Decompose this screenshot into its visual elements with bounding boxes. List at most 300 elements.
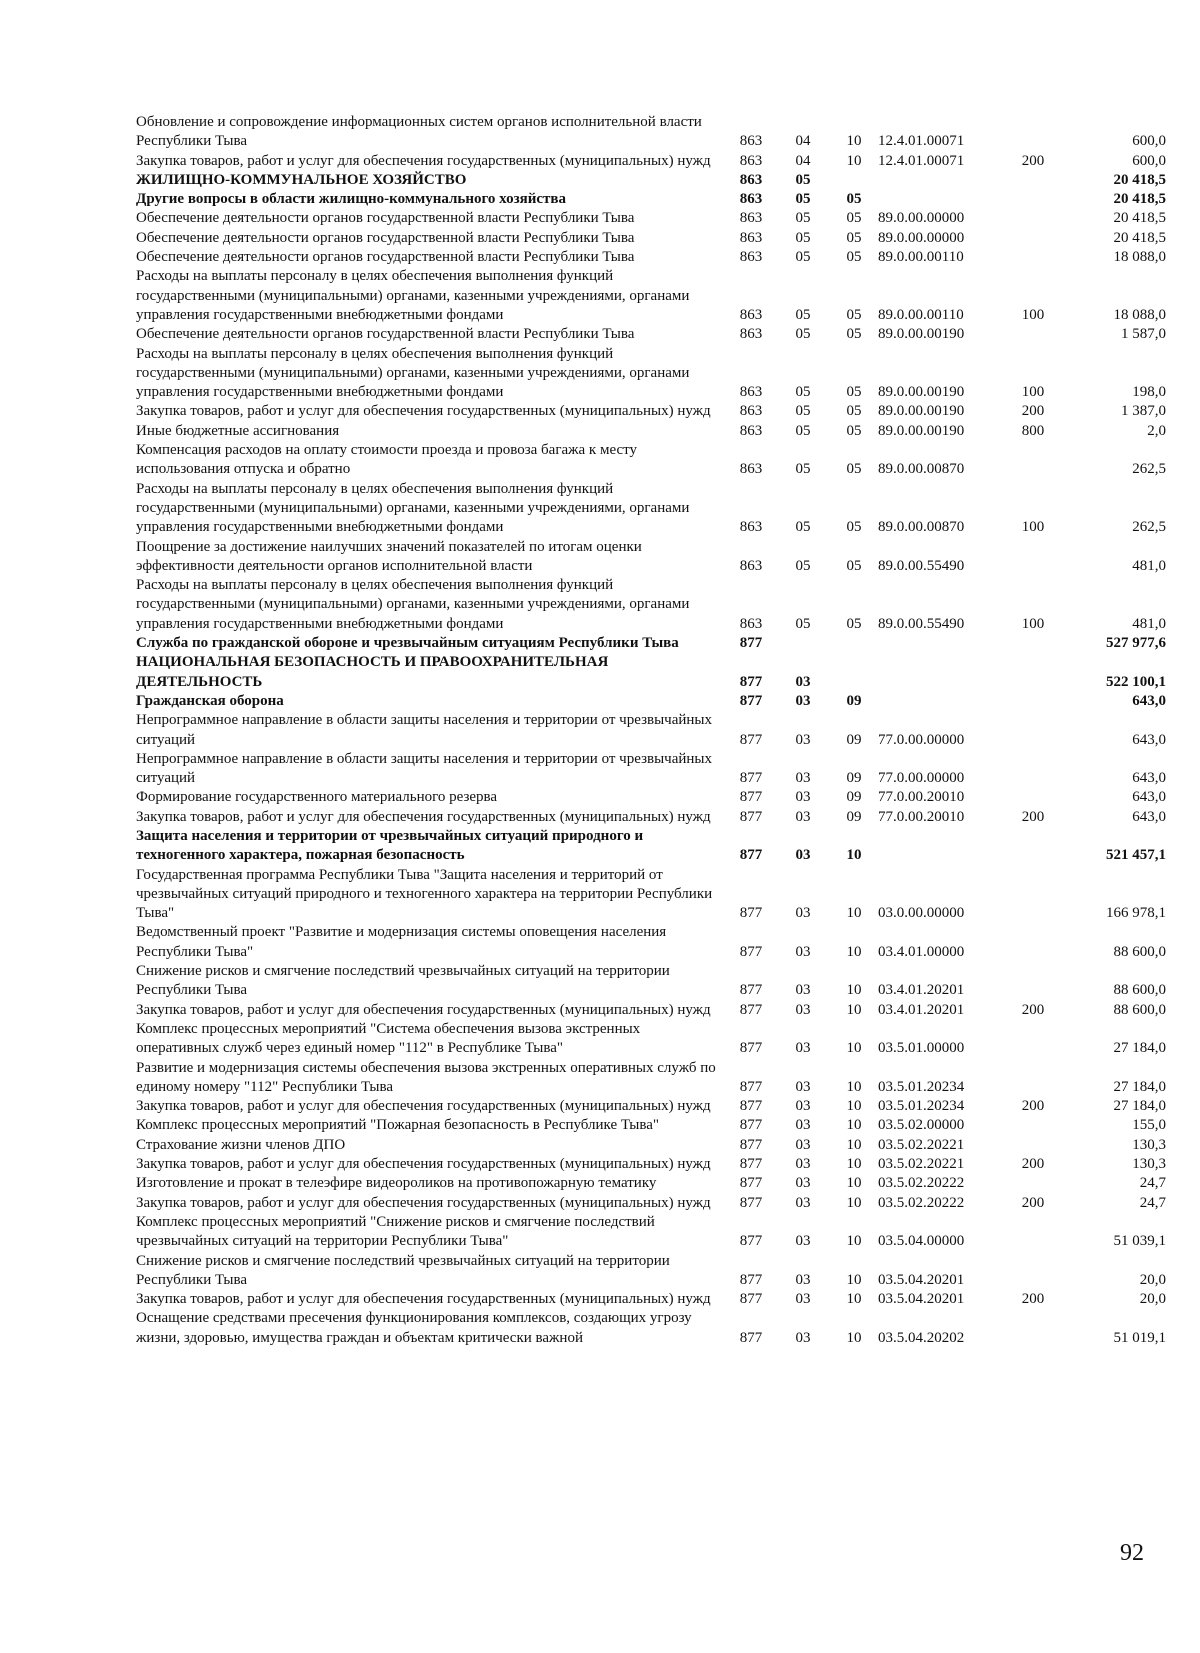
page-number: 92 <box>1120 1540 1144 1566</box>
target-article-code: 89.0.00.00190 <box>878 384 965 401</box>
item-name: Комплекс процессных мероприятий "Пожарная безопасность в Республике Тыва" <box>136 1117 660 1134</box>
subsection-code: 10 <box>846 1175 862 1192</box>
expense-type-code <box>1008 248 1058 267</box>
amount: 521 457,1 <box>1106 847 1166 864</box>
target-article-code <box>878 653 1008 692</box>
table-row <box>136 1174 1166 1193</box>
subsection-code: 05 <box>846 326 862 343</box>
amount: 155,0 <box>1132 1117 1166 1134</box>
expense-type-code: 200 <box>1021 1156 1045 1173</box>
target-article-code: 03.5.02.20221 <box>878 1136 965 1153</box>
subsection-code: 10 <box>846 982 862 999</box>
section-code: 05 <box>795 171 811 188</box>
target-article-code: 12.4.01.00071 <box>878 133 965 150</box>
amount: 20 418,5 <box>1113 210 1166 227</box>
grbs-code: 877 <box>739 673 763 690</box>
target-article-code: 03.5.02.20222 <box>878 1194 965 1211</box>
grbs-code: 863 <box>739 403 763 420</box>
grbs-code: 877 <box>739 943 763 960</box>
subsection-code: 05 <box>846 384 862 401</box>
item-name: Государственная программа Республики Тыва "Защита населения и территорий от чрезвычайных ситуаций природного и техногенного характера на территории Республики Тыва" <box>136 866 713 922</box>
section-code: 05 <box>795 422 811 439</box>
item-name: Компенсация расходов на оплату стоимости проезда и провоза багажа к месту использования отпуска и обратно <box>136 442 637 478</box>
subsection-code: 10 <box>846 1271 862 1288</box>
section-code: 05 <box>795 306 811 323</box>
grbs-code: 863 <box>739 210 763 227</box>
amount: 643,0 <box>1132 789 1166 806</box>
target-article-code: 03.4.01.00000 <box>878 943 965 960</box>
expense-type-code <box>1008 788 1058 807</box>
expense-type-code: 200 <box>1021 1291 1045 1308</box>
section-code: 03 <box>795 1098 811 1115</box>
grbs-code: 877 <box>739 1233 763 1250</box>
grbs-code: 877 <box>739 635 763 652</box>
table-row <box>136 1097 1166 1116</box>
table-row <box>136 113 1166 152</box>
target-article-code <box>878 634 1008 653</box>
table-row <box>136 1213 1166 1252</box>
amount: 262,5 <box>1132 519 1166 536</box>
expense-type-code <box>1008 1020 1058 1059</box>
table-row <box>136 190 1166 209</box>
grbs-code: 863 <box>739 229 763 246</box>
subsection-code: 09 <box>846 692 862 709</box>
subsection-code: 05 <box>846 557 862 574</box>
expense-type-code <box>1008 827 1058 866</box>
item-name: Иные бюджетные ассигнования <box>136 422 340 439</box>
table-row <box>136 229 1166 248</box>
grbs-code: 863 <box>739 152 763 169</box>
subsection-code: 05 <box>846 461 862 478</box>
table-row <box>136 325 1166 344</box>
subsection-code: 10 <box>846 1040 862 1057</box>
section-code: 03 <box>795 905 811 922</box>
target-article-code: 77.0.00.00000 <box>878 731 965 748</box>
target-article-code: 89.0.00.55490 <box>878 615 965 632</box>
item-name: Закупка товаров, работ и услуг для обеспечения государственных (муниципальных) нужд <box>136 1194 711 1211</box>
grbs-code: 877 <box>739 1291 763 1308</box>
section-code: 03 <box>795 1040 811 1057</box>
subsection-code: 09 <box>846 731 862 748</box>
table-row <box>136 866 1166 924</box>
subsection-code: 10 <box>846 1078 862 1095</box>
expense-type-code <box>1008 1116 1058 1135</box>
subsection-code: 10 <box>846 1291 862 1308</box>
subsection-code: 10 <box>846 133 862 150</box>
expense-type-code: 800 <box>1021 422 1045 439</box>
expense-type-code: 200 <box>1021 1098 1045 1115</box>
item-name: Снижение рисков и смягчение последствий чрезвычайных ситуаций на территории Республики Тыва <box>136 963 670 999</box>
amount: 88 600,0 <box>1113 943 1166 960</box>
target-article-code: 89.0.00.00190 <box>878 403 965 420</box>
grbs-code: 877 <box>739 1117 763 1134</box>
subsection-code: 05 <box>846 422 862 439</box>
amount: 262,5 <box>1132 461 1166 478</box>
grbs-code: 863 <box>739 306 763 323</box>
grbs-code: 877 <box>739 789 763 806</box>
section-code: 03 <box>795 1291 811 1308</box>
item-name: Комплекс процессных мероприятий "Снижение рисков и смягчение последствий чрезвычайных ситуаций на территории Республики Тыва" <box>136 1213 655 1250</box>
target-article-code: 03.5.02.00000 <box>878 1117 965 1134</box>
section-code: 03 <box>795 1194 811 1211</box>
subsection-code: 10 <box>846 1329 862 1346</box>
subsection-code: 05 <box>846 519 862 536</box>
expense-type-code <box>1008 1174 1058 1193</box>
item-name: Обновление и сопровождение информационных систем органов исполнительной власти Республики Тыва <box>136 114 702 150</box>
table-row <box>136 248 1166 267</box>
subsection-code: 05 <box>846 229 862 246</box>
expense-type-code: 200 <box>1021 152 1045 169</box>
grbs-code: 863 <box>739 461 763 478</box>
table-row <box>136 441 1166 480</box>
expense-type-code <box>1008 692 1058 711</box>
grbs-code: 863 <box>739 249 763 266</box>
section-code: 03 <box>795 1001 811 1018</box>
table-row <box>136 1136 1166 1155</box>
expense-type-code <box>1008 190 1058 209</box>
section-code: 05 <box>795 557 811 574</box>
target-article-code: 03.5.02.20221 <box>878 1156 965 1173</box>
expense-type-code <box>1008 750 1058 789</box>
item-name: Закупка товаров, работ и услуг для обеспечения государственных (муниципальных) нужд <box>136 1001 711 1018</box>
table-row <box>136 171 1166 190</box>
amount: 1 387,0 <box>1121 403 1166 420</box>
expense-type-code <box>1008 866 1058 924</box>
item-name: Развитие и модернизация системы обеспечения вызова экстренных оперативных служб по единому номеру "112" Республики Тыва <box>136 1059 716 1095</box>
grbs-code: 877 <box>739 1001 763 1018</box>
expense-type-code <box>1008 1136 1058 1155</box>
item-name: Страхование жизни членов ДПО <box>136 1136 346 1153</box>
table-row <box>136 827 1166 866</box>
grbs-code: 877 <box>739 1175 763 1192</box>
table-row <box>136 1290 1166 1309</box>
amount: 20 418,5 <box>1113 171 1166 188</box>
table-row <box>136 1309 1166 1348</box>
amount: 522 100,1 <box>1106 673 1166 690</box>
subsection-code: 10 <box>846 1233 862 1250</box>
grbs-code: 877 <box>739 1194 763 1211</box>
section-code: 03 <box>795 789 811 806</box>
target-article-code <box>878 827 1008 866</box>
table-row <box>136 422 1166 441</box>
expense-type-code <box>1008 538 1058 577</box>
amount: 88 600,0 <box>1113 1001 1166 1018</box>
item-name: Расходы на выплаты персоналу в целях обеспечения выполнения функций государственными (муниципальными) органами, казенными учреждениями, органами управления государственными внебюджетными фондами <box>136 345 690 401</box>
grbs-code: 863 <box>739 171 763 188</box>
section-code: 03 <box>795 1136 811 1153</box>
section-code: 03 <box>795 673 811 690</box>
section-code: 05 <box>795 229 811 246</box>
amount: 643,0 <box>1132 808 1166 825</box>
target-article-code: 03.5.04.20201 <box>878 1291 965 1308</box>
item-name: Обеспечение деятельности органов государственной власти Республики Тыва <box>136 326 635 343</box>
subsection-code <box>830 653 878 692</box>
amount: 130,3 <box>1132 1136 1166 1153</box>
table-row <box>136 576 1166 634</box>
target-article-code: 89.0.00.55490 <box>878 557 965 574</box>
table-row <box>136 209 1166 228</box>
target-article-code <box>878 171 1008 190</box>
subsection-code: 10 <box>846 1156 862 1173</box>
amount: 20,0 <box>1139 1271 1166 1288</box>
grbs-code: 863 <box>739 557 763 574</box>
table-row <box>136 538 1166 577</box>
expense-type-code <box>1008 441 1058 480</box>
section-code: 03 <box>795 1078 811 1095</box>
section-code: 03 <box>795 1175 811 1192</box>
amount: 18 088,0 <box>1113 306 1166 323</box>
target-article-code: 89.0.00.00870 <box>878 461 965 478</box>
subsection-code: 10 <box>846 847 862 864</box>
subsection-code: 10 <box>846 905 862 922</box>
table-row <box>136 1020 1166 1059</box>
subsection-code: 05 <box>846 249 862 266</box>
grbs-code: 877 <box>739 1078 763 1095</box>
section-code: 03 <box>795 1233 811 1250</box>
budget-table <box>136 113 1166 1348</box>
subsection-code: 05 <box>846 191 862 208</box>
expense-type-code: 200 <box>1021 1194 1045 1211</box>
table-row <box>136 711 1166 750</box>
amount: 51 039,1 <box>1113 1233 1166 1250</box>
grbs-code: 877 <box>739 847 763 864</box>
section-code: 04 <box>795 152 811 169</box>
table-row <box>136 808 1166 827</box>
amount: 643,0 <box>1132 731 1166 748</box>
amount: 130,3 <box>1132 1156 1166 1173</box>
section-code: 03 <box>795 731 811 748</box>
subsection-code: 05 <box>846 210 862 227</box>
grbs-code: 863 <box>739 326 763 343</box>
table-row <box>136 692 1166 711</box>
amount: 20 418,5 <box>1113 229 1166 246</box>
section-code: 03 <box>795 1271 811 1288</box>
target-article-code: 03.5.04.20202 <box>878 1329 965 1346</box>
item-name: Формирование государственного материального резерва <box>136 789 498 806</box>
expense-type-code <box>1008 229 1058 248</box>
section-code: 03 <box>795 1329 811 1346</box>
subsection-code <box>830 171 878 190</box>
section-code: 05 <box>795 403 811 420</box>
budget-table-body <box>136 113 1166 1348</box>
target-article-code <box>878 692 1008 711</box>
amount: 600,0 <box>1132 152 1166 169</box>
item-name: Закупка товаров, работ и услуг для обеспечения государственных (муниципальных) нужд <box>136 1291 711 1308</box>
table-row <box>136 1001 1166 1020</box>
subsection-code <box>830 634 878 653</box>
item-name: Закупка товаров, работ и услуг для обеспечения государственных (муниципальных) нужд <box>136 808 711 825</box>
item-name: Расходы на выплаты персоналу в целях обеспечения выполнения функций государственными (муниципальными) органами, казенными учреждениями, органами управления государственными внебюджетными фондами <box>136 480 690 536</box>
item-name: НАЦИОНАЛЬНАЯ БЕЗОПАСНОСТЬ И ПРАВООХРАНИТЕЛЬНАЯ ДЕЯТЕЛЬНОСТЬ <box>136 654 609 690</box>
expense-type-code: 100 <box>1021 384 1045 401</box>
expense-type-code: 200 <box>1021 808 1045 825</box>
target-article-code: 03.4.01.20201 <box>878 982 965 999</box>
grbs-code: 877 <box>739 731 763 748</box>
subsection-code: 10 <box>846 943 862 960</box>
table-row <box>136 480 1166 538</box>
target-article-code: 03.5.01.20234 <box>878 1098 965 1115</box>
table-row <box>136 634 1166 653</box>
item-name: Закупка товаров, работ и услуг для обеспечения государственных (муниципальных) нужд <box>136 1098 711 1115</box>
subsection-code: 05 <box>846 615 862 632</box>
target-article-code: 89.0.00.00190 <box>878 422 965 439</box>
grbs-code: 877 <box>739 808 763 825</box>
grbs-code: 863 <box>739 133 763 150</box>
expense-type-code <box>1008 1309 1058 1348</box>
amount: 88 600,0 <box>1113 982 1166 999</box>
expense-type-code <box>1008 1213 1058 1252</box>
target-article-code: 77.0.00.20010 <box>878 789 965 806</box>
target-article-code: 89.0.00.00000 <box>878 210 965 227</box>
item-name: Изготовление и прокат в телеэфире видеороликов на противопожарную тематику <box>136 1175 657 1192</box>
item-name: Закупка товаров, работ и услуг для обеспечения государственных (муниципальных) нужд <box>136 152 711 169</box>
subsection-code: 10 <box>846 1098 862 1115</box>
amount: 51 019,1 <box>1113 1329 1166 1346</box>
item-name: Непрограммное направление в области защиты населения и территории от чрезвычайных ситуаций <box>136 750 712 787</box>
section-code: 03 <box>795 692 811 709</box>
target-article-code: 89.0.00.00000 <box>878 229 965 246</box>
amount: 18 088,0 <box>1113 249 1166 266</box>
section-code: 03 <box>795 1156 811 1173</box>
target-article-code: 89.0.00.00110 <box>878 306 964 323</box>
target-article-code: 03.5.04.20201 <box>878 1271 965 1288</box>
item-name: Снижение рисков и смягчение последствий чрезвычайных ситуаций на территории Республики Тыва <box>136 1252 670 1288</box>
subsection-code: 10 <box>846 1117 862 1134</box>
table-row <box>136 653 1166 692</box>
section-code: 03 <box>795 982 811 999</box>
target-article-code <box>878 190 1008 209</box>
item-name: Оснащение средствами пресечения функционирования комплексов, создающих угрозу жизни, здоровью, имущества граждан и объектам критически важной <box>136 1310 692 1346</box>
section-code: 05 <box>795 519 811 536</box>
table-row <box>136 923 1166 962</box>
item-name: Расходы на выплаты персоналу в целях обеспечения выполнения функций государственными (муниципальными) органами, казенными учреждениями, органами управления государственными внебюджетными фондами <box>136 577 690 632</box>
item-name: Обеспечение деятельности органов государственной власти Республики Тыва <box>136 229 635 246</box>
expense-type-code: 200 <box>1021 1001 1045 1018</box>
amount: 600,0 <box>1132 133 1166 150</box>
table-row <box>136 750 1166 789</box>
subsection-code: 09 <box>846 789 862 806</box>
subsection-code: 05 <box>846 403 862 420</box>
section-code: 05 <box>795 384 811 401</box>
amount: 481,0 <box>1132 557 1166 574</box>
item-name: Гражданская оборона <box>136 692 284 709</box>
grbs-code: 877 <box>739 770 763 787</box>
section-code: 03 <box>795 847 811 864</box>
target-article-code: 89.0.00.00110 <box>878 249 964 266</box>
expense-type-code <box>1008 209 1058 228</box>
item-name: Закупка товаров, работ и услуг для обеспечения государственных (муниципальных) нужд <box>136 1156 711 1173</box>
section-code: 03 <box>795 1117 811 1134</box>
amount: 481,0 <box>1132 615 1166 632</box>
section-code: 04 <box>795 133 811 150</box>
amount: 2,0 <box>1147 422 1166 439</box>
grbs-code: 863 <box>739 615 763 632</box>
amount: 643,0 <box>1132 692 1166 709</box>
amount: 24,7 <box>1139 1194 1166 1211</box>
target-article-code: 03.0.00.00000 <box>878 905 965 922</box>
item-name: ЖИЛИЩНО-КОММУНАЛЬНОЕ ХОЗЯЙСТВО <box>136 171 467 188</box>
subsection-code: 10 <box>846 1194 862 1211</box>
grbs-code: 877 <box>739 982 763 999</box>
target-article-code: 77.0.00.00000 <box>878 770 965 787</box>
amount: 27 184,0 <box>1113 1040 1166 1057</box>
amount: 643,0 <box>1132 770 1166 787</box>
grbs-code: 877 <box>739 905 763 922</box>
table-row <box>136 1116 1166 1135</box>
item-name: Другие вопросы в области жилищно-коммунального хозяйства <box>136 191 567 208</box>
table-row <box>136 962 1166 1001</box>
item-name: Служба по гражданской обороне и чрезвычайным ситуациям Республики Тыва <box>136 635 679 652</box>
table-row <box>136 152 1166 171</box>
subsection-code: 10 <box>846 1136 862 1153</box>
table-row <box>136 788 1166 807</box>
target-article-code: 03.5.01.00000 <box>878 1040 965 1057</box>
grbs-code: 863 <box>739 519 763 536</box>
expense-type-code: 100 <box>1021 519 1045 536</box>
section-code: 03 <box>795 808 811 825</box>
grbs-code: 863 <box>739 422 763 439</box>
subsection-code: 09 <box>846 770 862 787</box>
section-code: 05 <box>795 615 811 632</box>
amount: 198,0 <box>1132 384 1166 401</box>
expense-type-code <box>1008 1059 1058 1098</box>
grbs-code: 863 <box>739 191 763 208</box>
item-name: Защита населения и территории от чрезвычайных ситуаций природного и техногенного характера, пожарная безопасность <box>136 827 644 864</box>
target-article-code: 77.0.00.20010 <box>878 808 965 825</box>
table-row <box>136 267 1166 325</box>
item-name: Непрограммное направление в области защиты населения и территории от чрезвычайных ситуаций <box>136 712 712 748</box>
item-name: Обеспечение деятельности органов государственной власти Республики Тыва <box>136 249 635 266</box>
grbs-code: 877 <box>739 1098 763 1115</box>
table-row <box>136 1252 1166 1291</box>
section-code <box>776 634 830 653</box>
section-code: 03 <box>795 943 811 960</box>
amount: 27 184,0 <box>1113 1078 1166 1095</box>
target-article-code: 89.0.00.00190 <box>878 326 965 343</box>
section-code: 05 <box>795 191 811 208</box>
expense-type-code <box>1008 113 1058 152</box>
expense-type-code <box>1008 653 1058 692</box>
amount: 27 184,0 <box>1113 1098 1166 1115</box>
expense-type-code: 100 <box>1021 615 1045 632</box>
section-code: 03 <box>795 770 811 787</box>
grbs-code: 877 <box>739 1136 763 1153</box>
section-code: 05 <box>795 461 811 478</box>
target-article-code: 03.5.01.20234 <box>878 1078 965 1095</box>
amount: 1 587,0 <box>1121 326 1166 343</box>
expense-type-code <box>1008 962 1058 1001</box>
amount: 24,7 <box>1139 1175 1166 1192</box>
target-article-code: 03.5.04.00000 <box>878 1233 965 1250</box>
table-row <box>136 345 1166 403</box>
subsection-code: 10 <box>846 152 862 169</box>
target-article-code: 12.4.01.00071 <box>878 152 965 169</box>
target-article-code: 03.4.01.20201 <box>878 1001 965 1018</box>
expense-type-code <box>1008 711 1058 750</box>
subsection-code: 09 <box>846 808 862 825</box>
section-code: 05 <box>795 326 811 343</box>
item-name: Комплекс процессных мероприятий "Система обеспечения вызова экстренных оперативных служб через единый номер "112" в Республике Тыва" <box>136 1020 641 1057</box>
expense-type-code <box>1008 923 1058 962</box>
grbs-code: 877 <box>739 692 763 709</box>
expense-type-code: 200 <box>1021 403 1045 420</box>
table-row <box>136 1194 1166 1213</box>
amount: 527 977,6 <box>1106 635 1166 652</box>
subsection-code: 05 <box>846 306 862 323</box>
expense-type-code <box>1008 325 1058 344</box>
table-row <box>136 1155 1166 1174</box>
expense-type-code <box>1008 1252 1058 1291</box>
